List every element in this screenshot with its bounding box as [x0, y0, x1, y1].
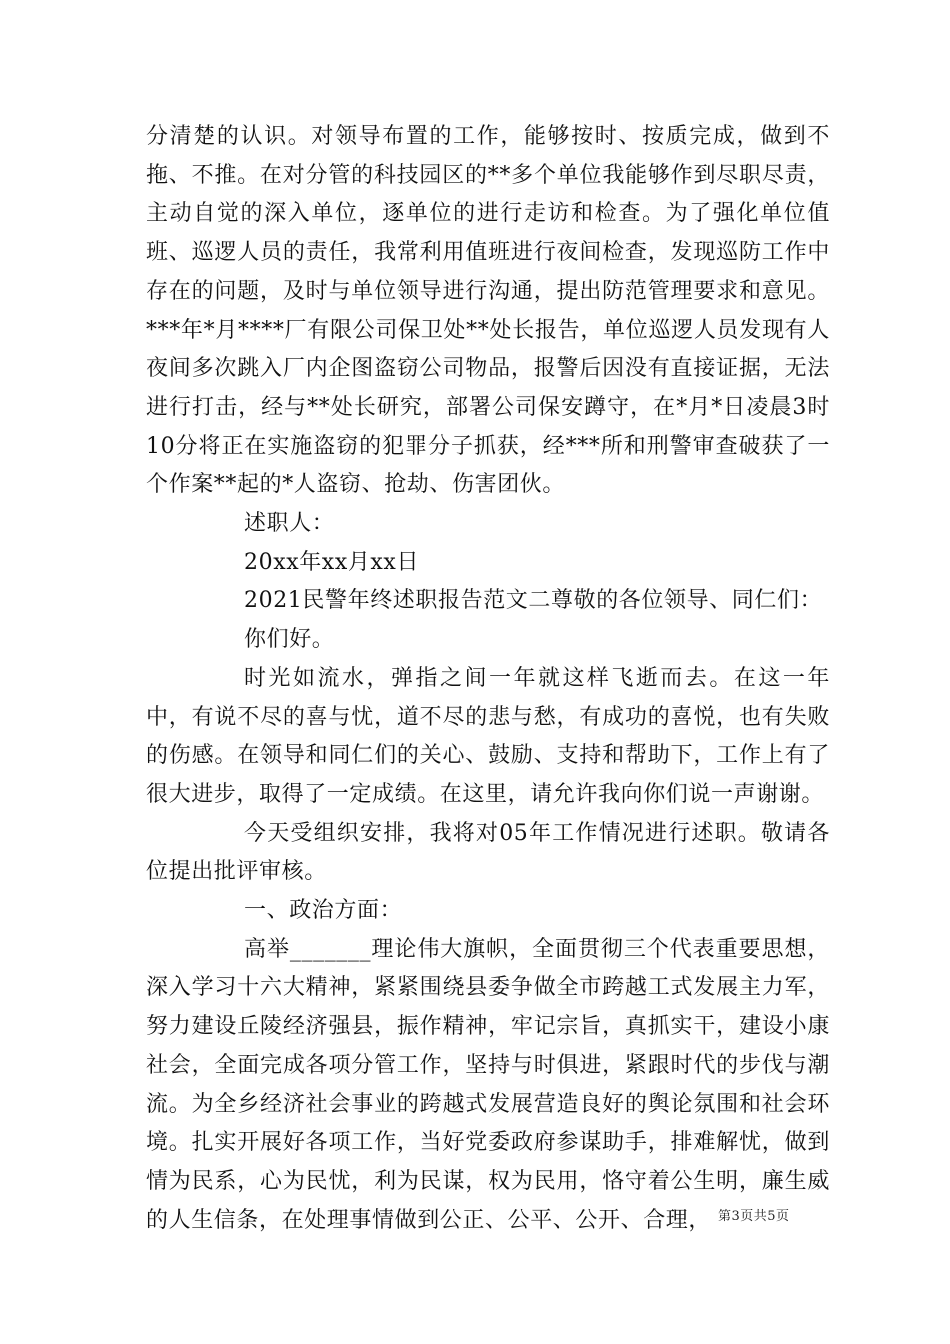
paragraph-reporter: 述职人： [244, 511, 335, 537]
paragraph-second-report-title: 2021民警年终述职报告范文二尊敬的各位领导、同仁们： [244, 588, 823, 614]
paragraph-year-review: 时光如流水，弹指之间一年就这样飞逝而去。在这一年中，有说不尽的喜与忧，道不尽的悲与愁，有成功的喜悦，也有失败的伤感。在领导和同仁们的关心、鼓励、支持和帮助下，工作上有了很大进步，取得了一定成绩。在这里，请允许我向你们说一声谢谢。 [146, 665, 830, 807]
paragraph-duty-summary: 分清楚的认识。对领导布置的工作，能够按时、按质完成，做到不拖、不推。在对分管的科技园区的**多个单位我能够作到尽职尽责，主动自觉的深入单位，逐单位的进行走访和检查。为了强化单位值班、巡逻人员的责任，我常利用值班进行夜间检查，发现巡防工作中存在的问题，及时与单位领导进行沟通，提出防范管理要求和意见。***年*月****厂有限公司保卫处**处长报告，单位巡逻人员发现有人夜间多次跳入厂内企图盗窃公司物品，报警后因没有直接证据，无法进行打击，经与**处长研究，部署公司保安蹲守，在*月*日凌晨3时10分将正在实施盗窃的犯罪分子抓获，经***所和刑警审查破获了一个作案**起的*人盗窃、抢劫、伤害团伙。 [146, 124, 830, 498]
page-number-footer: 第3页共5页 [718, 1209, 790, 1224]
paragraph-date: 20xx年xx月xx日 [244, 549, 420, 575]
paragraph-report-intro: 今天受组织安排，我将对05年工作情况进行述职。敬请各位提出批评审核。 [146, 820, 830, 885]
paragraph-greeting: 你们好。 [244, 627, 335, 653]
section-heading-politics: 一、政治方面： [244, 898, 403, 924]
document-body [146, 118, 830, 1240]
paragraph-politics: 高举_______理论伟大旗帜，全面贯彻三个代表重要思想，深入学习十六大精神，紧紧围绕县委争做全市跨越工式发展主力军，努力建设丘陵经济强县，振作精神，牢记宗旨，真抓实干，建设小康社会，全面完成各项分管工作，坚持与时俱进，紧跟时代的步伐与潮流。为全乡经济社会事业的跨越式发展营造良好的舆论氛围和社会环境。扎实开展好各项工作，当好党委政府参谋助手，排难解忧，做到情为民系，心为民忧，利为民谋，权为民用，恪守着公生明，廉生威的人生信条，在处理事情做到公正、公平、公开、合理， [146, 936, 830, 1233]
